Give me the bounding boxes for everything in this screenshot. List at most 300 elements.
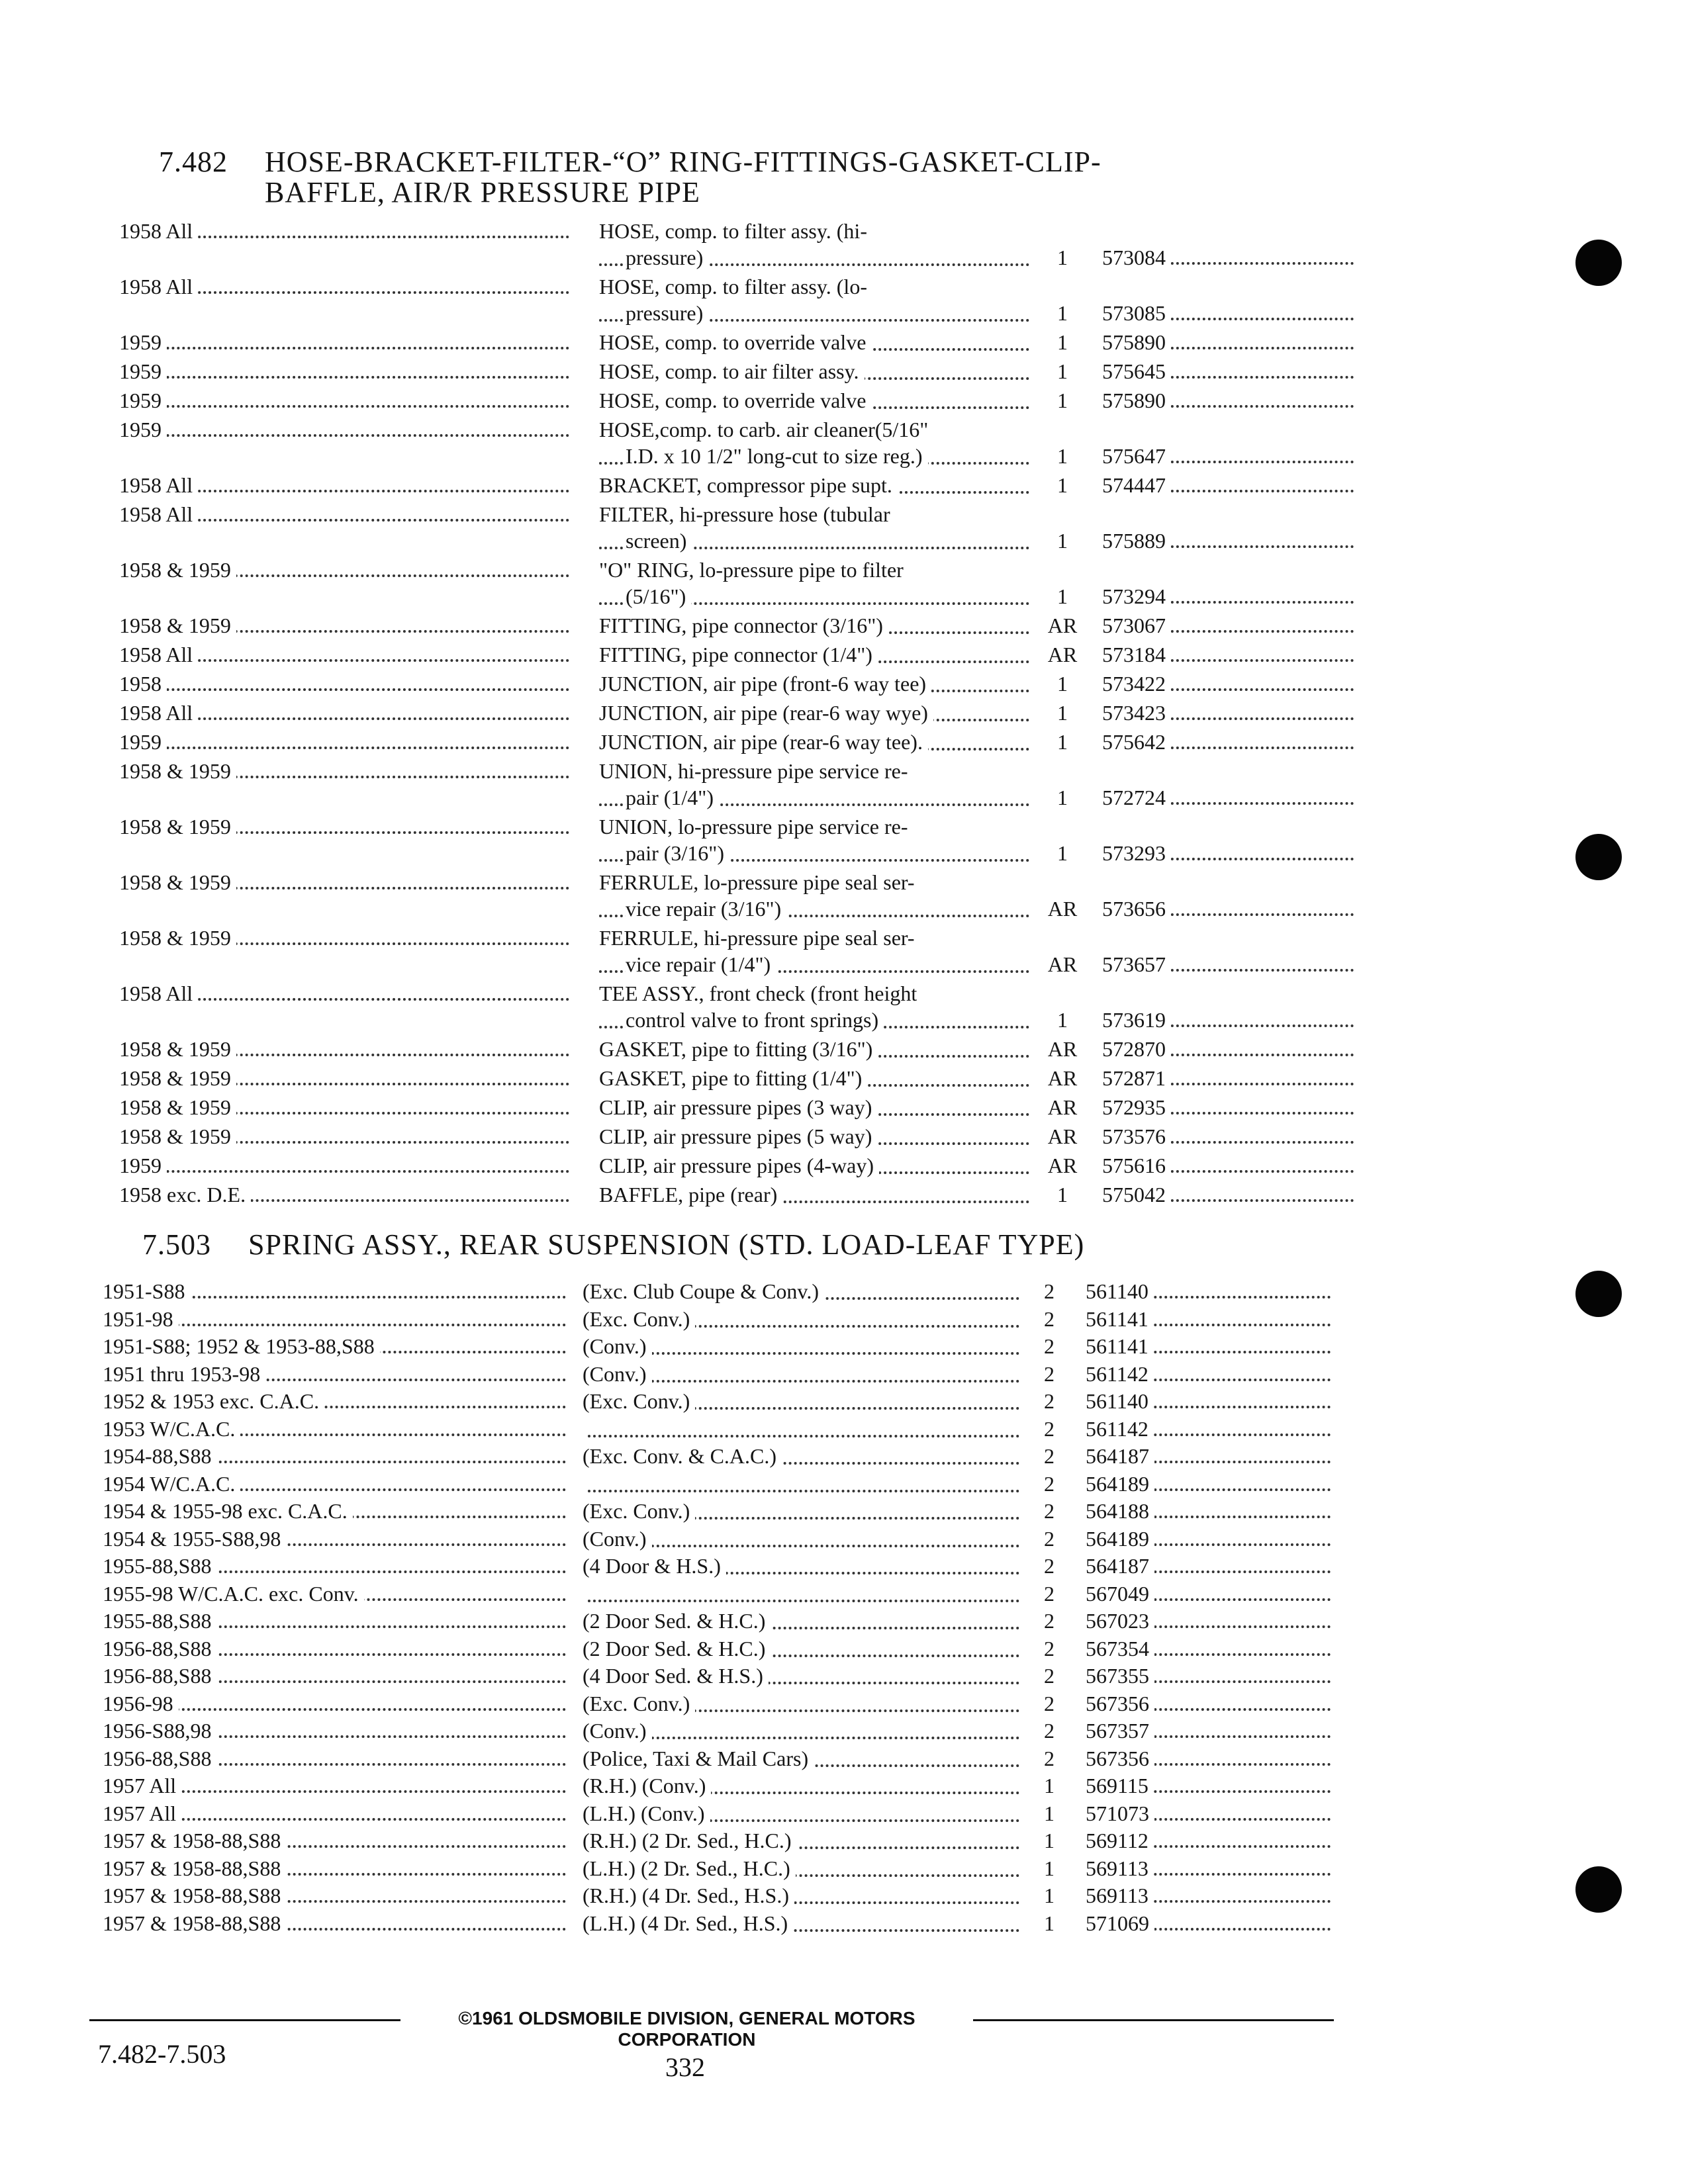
quantity: 2 <box>1044 1526 1055 1551</box>
part-description-text: (2 Door Sed. & H.C.) <box>583 1637 771 1661</box>
part-number-text: 573619 <box>1102 1008 1171 1032</box>
quantity: 2 <box>1044 1636 1055 1661</box>
model-year <box>103 1279 566 1304</box>
part-description-text: (Exc. Club Coupe & Conv.) <box>583 1279 824 1303</box>
part-description-text: (R.H.) (Conv.) <box>583 1774 711 1797</box>
part-number-text: 575642 <box>1102 730 1171 754</box>
part-number <box>1086 1663 1331 1688</box>
part-description-text: "O" RING, lo-pressure pipe to filter <box>599 558 909 582</box>
part-description-text: FERRULE, hi-pressure pipe seal ser- <box>599 926 920 950</box>
part-number-text: 571069 <box>1086 1911 1154 1935</box>
model-year <box>119 330 569 355</box>
section-title-7482 <box>159 147 1102 208</box>
model-year-text: 1958 & 1959 <box>119 870 236 894</box>
quantity: 1 <box>1057 359 1068 383</box>
part-description <box>599 502 1029 555</box>
part-description <box>583 1856 1019 1882</box>
part-number-text: 564189 <box>1086 1527 1154 1551</box>
quantity: 2 <box>1044 1416 1055 1441</box>
part-number <box>1086 1608 1331 1633</box>
model-year <box>119 870 569 895</box>
part-description-text: JUNCTION, air pipe (rear-6 way wye) <box>599 701 933 725</box>
model-year-text: 1958 All <box>119 219 198 243</box>
model-year-text: 1952 & 1953 exc. C.A.C. <box>103 1389 324 1413</box>
part-description-text: (Conv.) <box>583 1334 652 1358</box>
part-number <box>1102 700 1354 725</box>
model-year-text: 1958 All <box>119 701 198 725</box>
part-description <box>583 1361 1019 1388</box>
part-description-text: (R.H.) (4 Dr. Sed., H.S.) <box>583 1884 794 1907</box>
part-description-text <box>583 1582 588 1606</box>
model-year-text: 1958 & 1959 <box>119 1037 236 1061</box>
model-year <box>103 1718 566 1743</box>
model-year-text: 1951-S88 <box>103 1279 190 1303</box>
footer-rule <box>89 2019 400 2021</box>
model-year <box>103 1636 566 1661</box>
part-number-text: 573067 <box>1102 614 1171 637</box>
part-number-text: 573293 <box>1102 841 1171 865</box>
model-year-text: 1958 & 1959 <box>119 1095 236 1119</box>
part-number-text: 561140 <box>1086 1279 1154 1303</box>
quantity: 2 <box>1044 1499 1055 1523</box>
model-year <box>119 274 569 299</box>
part-number-text: 575890 <box>1102 330 1171 354</box>
part-number <box>1102 528 1354 553</box>
part-number <box>1102 300 1354 326</box>
part-description <box>599 700 1029 727</box>
model-year <box>119 814 569 839</box>
part-description <box>583 1911 1019 1937</box>
part-number <box>1086 1471 1331 1496</box>
model-year-text: 1954 & 1955-S88,98 <box>103 1527 286 1551</box>
quantity: 2 <box>1044 1581 1055 1606</box>
section-number: 7.482 <box>159 146 228 178</box>
part-number-text: 574447 <box>1102 473 1171 497</box>
model-year <box>119 502 569 527</box>
part-number-text: 573184 <box>1102 643 1171 666</box>
model-year-text: 1958 All <box>119 502 198 526</box>
quantity: AR <box>1047 643 1078 666</box>
quantity: 1 <box>1044 1856 1055 1880</box>
model-year-text: 1957 & 1958-88,S88 <box>103 1856 286 1880</box>
part-number <box>1086 1883 1331 1908</box>
quantity: 1 <box>1044 1774 1055 1797</box>
model-year-text: 1956-88,S88 <box>103 1747 216 1770</box>
part-description <box>599 417 1029 470</box>
part-description-text: pressure) <box>626 246 708 269</box>
part-number <box>1102 841 1354 866</box>
model-year-text: 1951-S88; 1952 & 1953-88,S88 <box>103 1334 380 1358</box>
model-year-text: 1958 & 1959 <box>119 926 236 950</box>
quantity: AR <box>1047 614 1078 637</box>
part-number-text: 567356 <box>1086 1747 1154 1770</box>
part-description <box>599 330 1029 356</box>
part-number-text: 575889 <box>1102 529 1171 553</box>
part-description-text: (L.H.) (Conv.) <box>583 1801 710 1825</box>
part-number <box>1086 1361 1331 1387</box>
quantity: AR <box>1047 952 1078 976</box>
part-description-text: (4 Door Sed. & H.S.) <box>583 1664 769 1688</box>
part-number-text: 571073 <box>1086 1801 1154 1825</box>
part-number <box>1102 443 1354 469</box>
model-year <box>103 1471 566 1496</box>
model-year-text: 1958 All <box>119 643 198 666</box>
quantity: 2 <box>1044 1361 1055 1386</box>
model-year-text: 1958 All <box>119 981 198 1005</box>
part-number <box>1102 1095 1354 1120</box>
part-number-text: 569113 <box>1086 1856 1154 1880</box>
part-number-text: 572871 <box>1102 1066 1171 1090</box>
quantity: 2 <box>1044 1334 1055 1358</box>
part-description-text: pair (1/4") <box>626 786 719 809</box>
part-number <box>1102 1182 1354 1207</box>
part-description <box>583 1279 1019 1305</box>
part-description <box>599 557 1029 610</box>
quantity: 1 <box>1044 1829 1055 1852</box>
quantity: 2 <box>1044 1306 1055 1331</box>
part-description <box>599 671 1029 698</box>
part-description-text <box>583 1417 588 1441</box>
model-year <box>103 1691 566 1716</box>
part-number <box>1086 1498 1331 1524</box>
part-description-text: (Exc. Conv. & C.A.C.) <box>583 1444 782 1468</box>
part-description <box>599 729 1029 756</box>
part-number-text: 561141 <box>1086 1334 1154 1358</box>
part-number-text: 567355 <box>1086 1664 1154 1688</box>
model-year <box>119 1066 569 1091</box>
footer-rule <box>973 2019 1334 2021</box>
part-description <box>583 1306 1019 1333</box>
part-number-text: 575645 <box>1102 359 1171 383</box>
quantity: 1 <box>1057 473 1068 497</box>
model-year-text: 1957 All <box>103 1774 181 1797</box>
part-number <box>1102 952 1354 977</box>
part-number-text: 573294 <box>1102 584 1171 608</box>
model-year <box>119 925 569 950</box>
part-description <box>599 1124 1029 1150</box>
part-number <box>1086 1911 1331 1936</box>
part-number <box>1086 1856 1331 1881</box>
part-description-text: (Conv.) <box>583 1719 652 1743</box>
part-number <box>1102 1153 1354 1178</box>
part-description <box>583 1471 1019 1498</box>
quantity: 1 <box>1057 330 1068 354</box>
part-description-text: control valve to front springs) <box>626 1008 884 1032</box>
model-year <box>103 1581 566 1606</box>
quantity: AR <box>1047 1154 1078 1177</box>
part-description <box>583 1608 1019 1635</box>
part-description <box>599 1095 1029 1121</box>
part-description-text: (4 Door & H.S.) <box>583 1554 726 1578</box>
part-description <box>599 925 1029 978</box>
part-number <box>1086 1801 1331 1826</box>
part-description-text: (Exc. Conv.) <box>583 1389 695 1413</box>
model-year <box>119 981 569 1006</box>
part-number <box>1102 729 1354 754</box>
part-description-text: (Exc. Conv.) <box>583 1692 695 1715</box>
model-year-text: 1955-88,S88 <box>103 1554 216 1578</box>
quantity: 2 <box>1044 1389 1055 1413</box>
part-number <box>1086 1279 1331 1304</box>
part-description-text: (Exc. Conv.) <box>583 1307 695 1331</box>
part-number-text: 567354 <box>1086 1637 1154 1661</box>
part-number-text: 569115 <box>1086 1774 1154 1797</box>
part-description <box>583 1498 1019 1525</box>
model-year-text: 1959 <box>119 1154 167 1177</box>
part-number-text: 564187 <box>1086 1554 1154 1578</box>
part-number-text: 569112 <box>1086 1829 1154 1852</box>
part-description <box>599 274 1029 327</box>
part-number-text: 567049 <box>1086 1582 1154 1606</box>
part-description <box>599 758 1029 811</box>
part-description <box>599 814 1029 867</box>
part-number-text: 567357 <box>1086 1719 1154 1743</box>
quantity: 2 <box>1044 1746 1055 1770</box>
part-description-text: FITTING, pipe connector (1/4") <box>599 643 878 666</box>
model-year <box>119 417 569 442</box>
part-description <box>599 218 1029 271</box>
model-year <box>119 218 569 244</box>
part-number-text: 572870 <box>1102 1037 1171 1061</box>
model-year-text: 1951-98 <box>103 1307 179 1331</box>
part-number <box>1086 1526 1331 1551</box>
model-year <box>119 359 569 384</box>
part-number <box>1102 785 1354 810</box>
model-year <box>119 671 569 696</box>
model-year-text: 1951 thru 1953-98 <box>103 1362 265 1386</box>
model-year <box>119 1036 569 1062</box>
part-number-text: 573576 <box>1102 1124 1171 1148</box>
part-description <box>599 473 1029 499</box>
quantity: 1 <box>1057 584 1068 608</box>
model-year-text: 1959 <box>119 730 167 754</box>
part-number <box>1102 388 1354 413</box>
model-year <box>119 642 569 667</box>
part-number-text: 573656 <box>1102 897 1171 921</box>
model-year <box>103 1746 566 1771</box>
part-number-text: 575042 <box>1102 1183 1171 1206</box>
part-description <box>599 1066 1029 1092</box>
model-year <box>119 758 569 784</box>
model-year-text: 1959 <box>119 330 167 354</box>
model-year-text: 1954 W/C.A.C. <box>103 1472 240 1496</box>
part-number-text: 567356 <box>1086 1692 1154 1715</box>
part-description-text: GASKET, pipe to fitting (1/4") <box>599 1066 867 1090</box>
footer-section-range: 7.482-7.503 <box>98 2039 226 2069</box>
model-year-text: 1959 <box>119 359 167 383</box>
model-year <box>103 1801 566 1826</box>
part-description-text: I.D. x 10 1/2" long-cut to size reg.) <box>626 444 928 468</box>
part-description <box>583 1883 1019 1909</box>
model-year <box>103 1334 566 1359</box>
quantity: 2 <box>1044 1664 1055 1688</box>
part-description <box>583 1388 1019 1415</box>
part-description <box>583 1334 1019 1360</box>
section-title-7503 <box>142 1230 1084 1260</box>
quantity: 2 <box>1044 1719 1055 1743</box>
quantity: 1 <box>1044 1884 1055 1907</box>
part-description <box>583 1746 1019 1772</box>
part-number-text: 575616 <box>1102 1154 1171 1177</box>
part-number-text: 573422 <box>1102 672 1171 696</box>
part-number <box>1086 1746 1331 1771</box>
part-description-text: (Police, Taxi & Mail Cars) <box>583 1747 814 1770</box>
model-year-text: 1956-S88,98 <box>103 1719 216 1743</box>
part-description-text: (5/16") <box>626 584 691 608</box>
part-description-text: (Conv.) <box>583 1527 652 1551</box>
part-description <box>599 1153 1029 1179</box>
part-description <box>599 359 1029 385</box>
model-year <box>103 1883 566 1908</box>
part-description-text: (L.H.) (4 Dr. Sed., H.S.) <box>583 1911 793 1935</box>
quantity: 1 <box>1057 246 1068 269</box>
quantity: 1 <box>1057 672 1068 696</box>
part-description-text: GASKET, pipe to fitting (3/16") <box>599 1037 878 1061</box>
model-year-text: 1955-88,S88 <box>103 1609 216 1633</box>
quantity: 2 <box>1044 1279 1055 1303</box>
part-number-text: 573657 <box>1102 952 1171 976</box>
part-number <box>1102 671 1354 696</box>
part-description-text: (R.H.) (2 Dr. Sed., H.C.) <box>583 1829 797 1852</box>
part-description-text: BRACKET, compressor pipe supt. <box>599 473 898 497</box>
part-number-text: 573084 <box>1102 246 1171 269</box>
part-number <box>1086 1416 1331 1441</box>
quantity: 1 <box>1057 730 1068 754</box>
model-year <box>103 1828 566 1853</box>
quantity: 2 <box>1044 1609 1055 1633</box>
part-number-text: 561140 <box>1086 1389 1154 1413</box>
quantity: AR <box>1047 1095 1078 1119</box>
punch-hole <box>1575 1866 1622 1913</box>
quantity: 1 <box>1057 301 1068 325</box>
model-year <box>119 700 569 725</box>
part-description-text: JUNCTION, air pipe (front-6 way tee) <box>599 672 931 696</box>
part-description <box>599 613 1029 639</box>
part-description-text: TEE ASSY., front check (front height <box>599 981 922 1005</box>
part-description <box>599 388 1029 414</box>
punch-hole <box>1575 240 1622 286</box>
model-year-text: 1958 & 1959 <box>119 558 236 582</box>
part-number-text: 569113 <box>1086 1884 1154 1907</box>
part-number <box>1086 1553 1331 1578</box>
part-number <box>1086 1306 1331 1332</box>
part-description-text: UNION, hi-pressure pipe service re- <box>599 759 913 783</box>
part-number-text: 564189 <box>1086 1472 1154 1496</box>
quantity: 2 <box>1044 1471 1055 1496</box>
model-year-text: 1957 & 1958-88,S88 <box>103 1829 286 1852</box>
page-number: 332 <box>665 2052 705 2082</box>
model-year-text: 1958 exc. D.E. <box>119 1183 251 1206</box>
model-year-text: 1953 W/C.A.C. <box>103 1417 240 1441</box>
part-description <box>583 1526 1019 1553</box>
part-number-text: 575647 <box>1102 444 1171 468</box>
quantity: 1 <box>1057 444 1068 468</box>
part-number <box>1086 1388 1331 1414</box>
part-description-text <box>583 1472 588 1496</box>
part-number <box>1102 359 1354 384</box>
part-description-text: (Conv.) <box>583 1362 652 1386</box>
part-number <box>1102 1036 1354 1062</box>
model-year <box>119 388 569 413</box>
punch-hole <box>1575 834 1622 880</box>
part-description-text: FITTING, pipe connector (3/16") <box>599 614 888 637</box>
quantity: 1 <box>1044 1911 1055 1935</box>
part-description-text: vice repair (1/4") <box>626 952 776 976</box>
section-title-line1: SPRING ASSY., REAR SUSPENSION (STD. LOAD-LEAF TYPE) <box>248 1228 1085 1261</box>
part-number-text: 561141 <box>1086 1307 1154 1331</box>
part-description-text: vice repair (3/16") <box>626 897 786 921</box>
part-number-text: 564188 <box>1086 1499 1154 1523</box>
part-number <box>1086 1636 1331 1661</box>
part-description <box>599 1182 1029 1208</box>
part-number <box>1102 1124 1354 1149</box>
part-description <box>583 1718 1019 1745</box>
section-title-line2: BAFFLE, AIR/R PRESSURE PIPE <box>265 176 700 208</box>
part-description-text: CLIP, air pressure pipes (5 way) <box>599 1124 877 1148</box>
model-year <box>103 1388 566 1414</box>
part-description-text: HOSE, comp. to filter assy. (lo- <box>599 275 872 298</box>
model-year <box>103 1553 566 1578</box>
part-number <box>1102 613 1354 638</box>
part-description-text: pressure) <box>626 301 708 325</box>
part-number <box>1102 642 1354 667</box>
model-year-text: 1958 All <box>119 275 198 298</box>
part-number <box>1102 473 1354 498</box>
model-year <box>103 1663 566 1688</box>
part-number <box>1102 584 1354 609</box>
part-description <box>599 981 1029 1034</box>
part-description-text: HOSE,comp. to carb. air cleaner(5/16" <box>599 418 933 441</box>
quantity: AR <box>1047 897 1078 921</box>
part-number <box>1086 1443 1331 1469</box>
model-year <box>119 729 569 754</box>
part-description <box>583 1691 1019 1717</box>
quantity: 2 <box>1044 1691 1055 1715</box>
model-year-text: 1957 & 1958-88,S88 <box>103 1884 286 1907</box>
quantity: 1 <box>1057 388 1068 412</box>
part-number <box>1086 1718 1331 1743</box>
part-description <box>583 1553 1019 1580</box>
part-description <box>583 1663 1019 1690</box>
part-number <box>1102 245 1354 270</box>
part-number-text: 572935 <box>1102 1095 1171 1119</box>
part-number-text: 572724 <box>1102 786 1171 809</box>
part-number-text: 573085 <box>1102 301 1171 325</box>
part-number <box>1102 330 1354 355</box>
model-year-text: 1958 & 1959 <box>119 1066 236 1090</box>
model-year-text: 1957 & 1958-88,S88 <box>103 1911 286 1935</box>
model-year-text: 1957 All <box>103 1801 181 1825</box>
part-description <box>599 1036 1029 1063</box>
quantity: 1 <box>1057 1183 1068 1206</box>
part-description <box>583 1416 1019 1443</box>
part-number-text: 567023 <box>1086 1609 1154 1633</box>
part-number-text: 564187 <box>1086 1444 1154 1468</box>
quantity: AR <box>1047 1124 1078 1148</box>
quantity: 1 <box>1044 1801 1055 1825</box>
model-year <box>103 1608 566 1633</box>
part-description-text: HOSE, comp. to override valve <box>599 330 871 354</box>
model-year <box>103 1306 566 1332</box>
part-number-text: 573423 <box>1102 701 1171 725</box>
part-description <box>583 1581 1019 1608</box>
part-description-text: FERRULE, lo-pressure pipe seal ser- <box>599 870 920 894</box>
part-number-text: 561142 <box>1086 1417 1154 1441</box>
punch-hole <box>1575 1271 1622 1317</box>
part-description-text: (2 Door Sed. & H.C.) <box>583 1609 771 1633</box>
model-year-text: 1958 & 1959 <box>119 1124 236 1148</box>
part-description-text: BAFFLE, pipe (rear) <box>599 1183 782 1206</box>
